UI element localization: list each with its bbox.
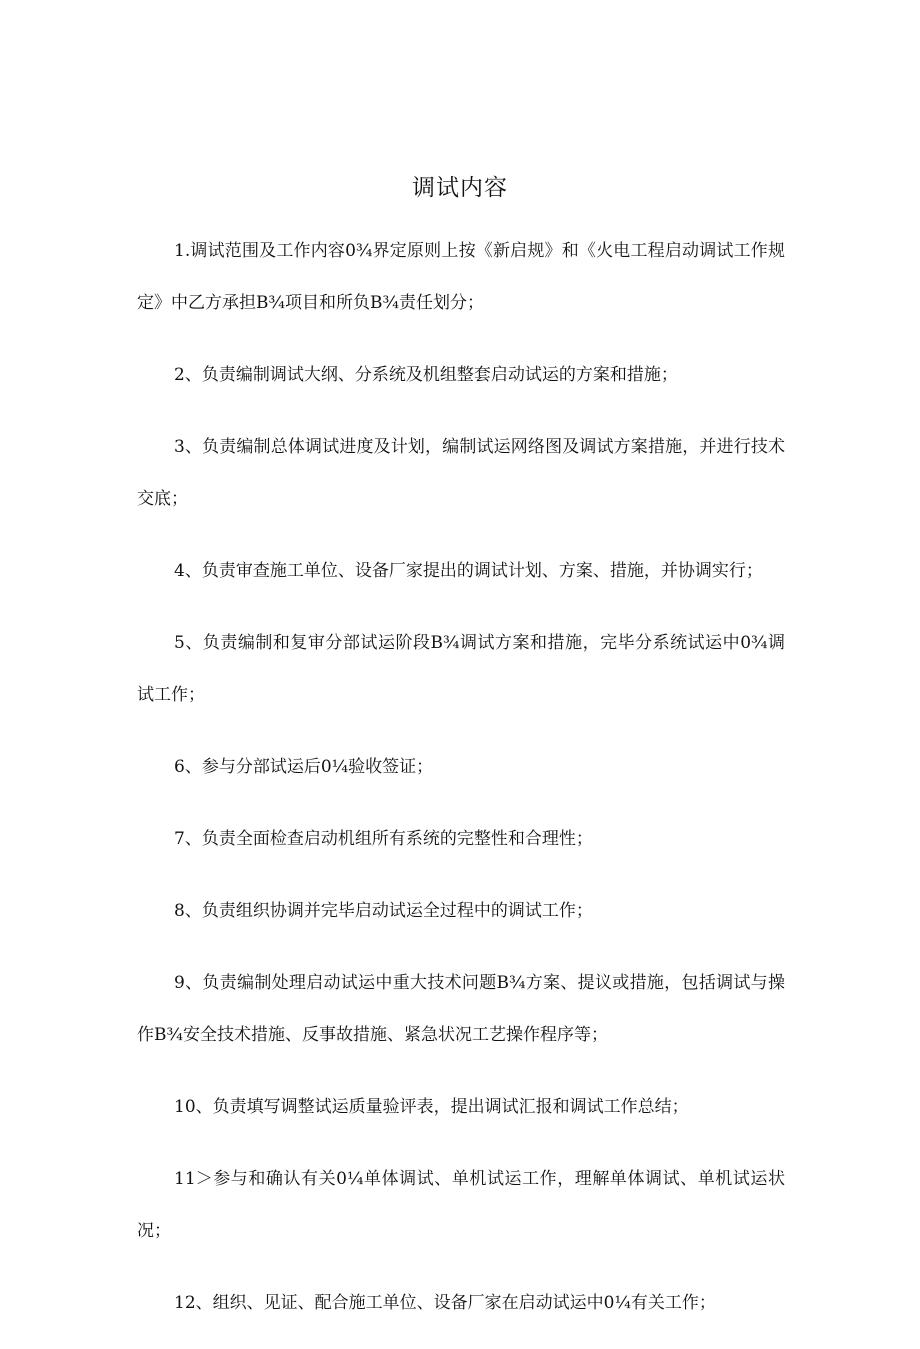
paragraph-2: 2、负责编制调试大纲、分系统及机组整套启动试运的方案和措施； [174, 365, 678, 385]
paragraph-12: 12、组织、见证、配合施工单位、设备厂家在启动试运中0¼有关工作； [174, 1293, 716, 1313]
paragraph-10: 10、负责填写调整试运质量验评表，提出调试汇报和调试工作总结； [174, 1097, 689, 1117]
paragraph-4: 4、负责审查施工单位、设备厂家提出的调试计划、方案、措施，并协调实行； [174, 561, 763, 581]
paragraph-3: 3、负责编制总体调试进度及计划，编制试运网络图及调试方案措施，并进行技术交底； [137, 437, 785, 509]
paragraph-5: 5、负责编制和复审分部试运阶段B¾调试方案和措施，完毕分系统试运中0¾调试工作； [137, 633, 785, 705]
paragraph-9: 9、负责编制处理启动试运中重大技术问题B¾方案、提议或措施，包括调试与操作B¾安全技术措施、反事故措施、紧急状况工艺操作程序等； [137, 973, 785, 1045]
document-body [137, 225, 785, 1349]
page-title: 调试内容 [412, 175, 508, 201]
paragraph-11: 11＞参与和确认有关0¼单体调试、单机试运工作，理解单体调试、单机试运状况； [137, 1169, 785, 1241]
paragraph-6: 6、参与分部试运后0¼验收签证； [174, 757, 434, 777]
paragraph-7: 7、负责全面检查启动机组所有系统的完整性和合理性； [174, 829, 593, 849]
paragraph-1: 1.调试范围及工作内容0¾界定原则上按《新启规》和《火电工程启动调试工作规定》中乙方承担B¾项目和所负B¾责任划分； [137, 241, 785, 313]
paragraph-8: 8、负责组织协调并完毕启动试运全过程中的调试工作； [174, 901, 593, 921]
